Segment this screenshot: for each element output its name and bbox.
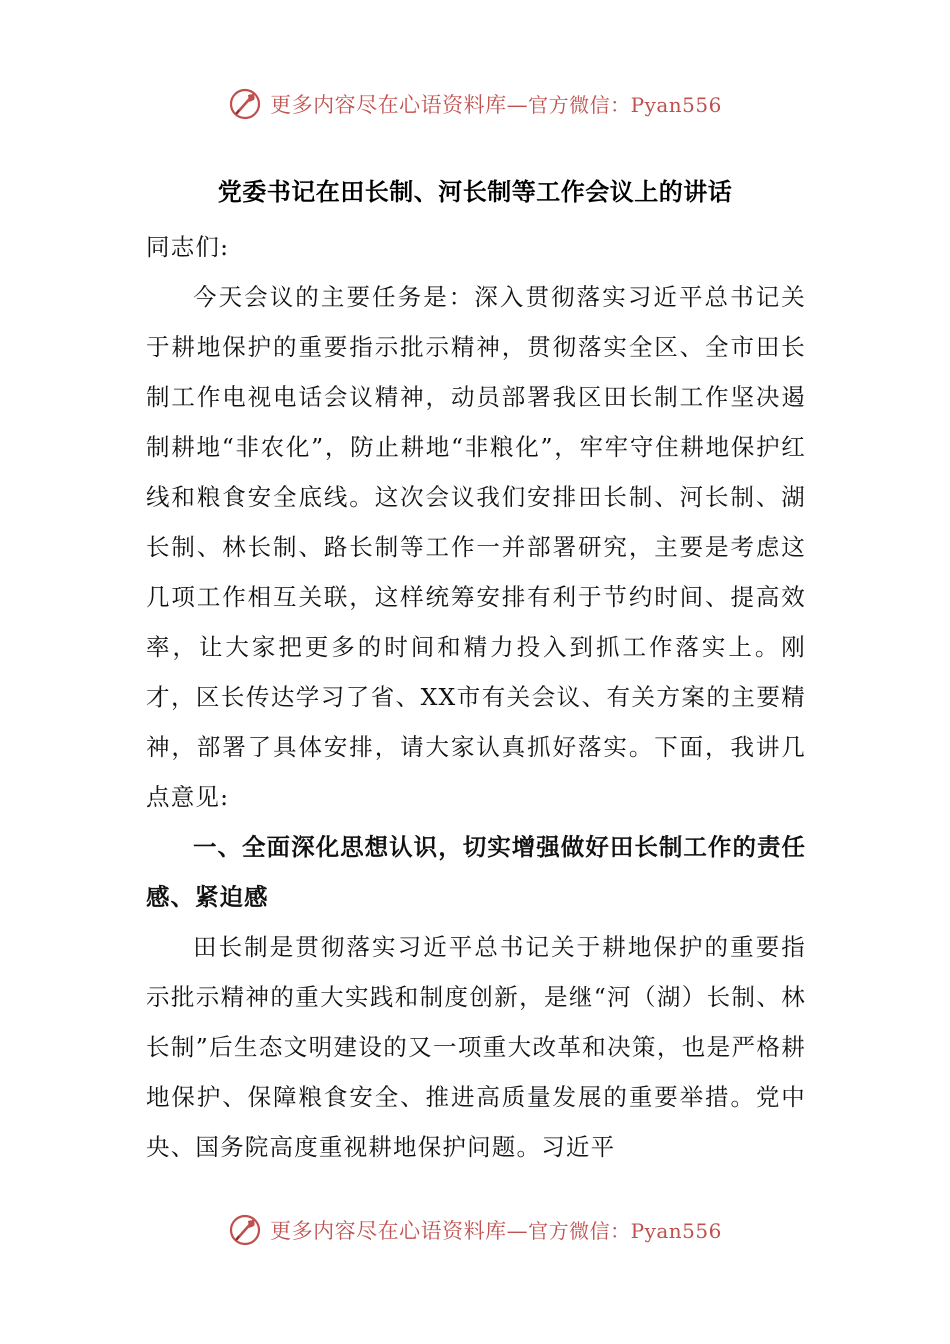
watermark-wechat-text: 官方微信：Pyan556 [528,1219,722,1243]
document-title: 党委书记在田长制、河长制等工作会议上的讲话 [217,178,733,206]
watermark-main-text: 更多内容尽在心语资料库 [270,1219,507,1243]
quill-pen-logo-icon [228,87,262,121]
watermark-text [270,89,722,119]
watermark-main-text: 更多内容尽在心语资料库 [270,93,507,117]
watermark-separator: — [506,1219,529,1243]
paragraph-1: 今天会议的主要任务是：深入贯彻落实习近平总书记关于耕地保护的重要指示批示精神，贯彻落实全区、全市田长制工作电视电话会议精神，动员部署我区田长制工作坚决遏制耕地“非农化”，防止耕地“非粮化”，牢牢守住耕地保护红线和粮食安全底线。这次会议我们安排田长制、河长制、湖长制、林长制、路长制等工作一并部署研究，主要是考虑这几项工作相互关联，这样统筹安排有利于节约时间、提高效率，让大家把更多的时间和精力投入到抓工作落实上。刚才，区长传达学习了省、XX市有关会议、有关方案的主要精神，部署了具体安排，请大家认真抓好落实。下面，我讲几点意见: [146,283,806,811]
watermark-text [270,1215,722,1245]
watermark-footer [0,1208,950,1252]
watermark-separator: — [506,93,529,117]
watermark-wechat-text: 官方微信：Pyan556 [528,93,722,117]
salutation: 同志们: [146,233,230,261]
watermark-header [0,82,950,126]
document-body [146,222,806,1172]
paragraph-2: 田长制是贯彻落实习近平总书记关于耕地保护的重要指示批示精神的重大实践和制度创新，是继“河（湖）长制、林长制”后生态文明建设的又一项重大改革和决策，也是严格耕地保护、保障粮食安全、推进高质量发展的重要举措。党中央、国务院高度重视耕地保护问题。习近平 [146,933,806,1161]
section-heading-1: 一、全面深化思想认识，切实增强做好田长制工作的责任感、紧迫感 [146,833,806,911]
quill-pen-logo-icon [228,1213,262,1247]
